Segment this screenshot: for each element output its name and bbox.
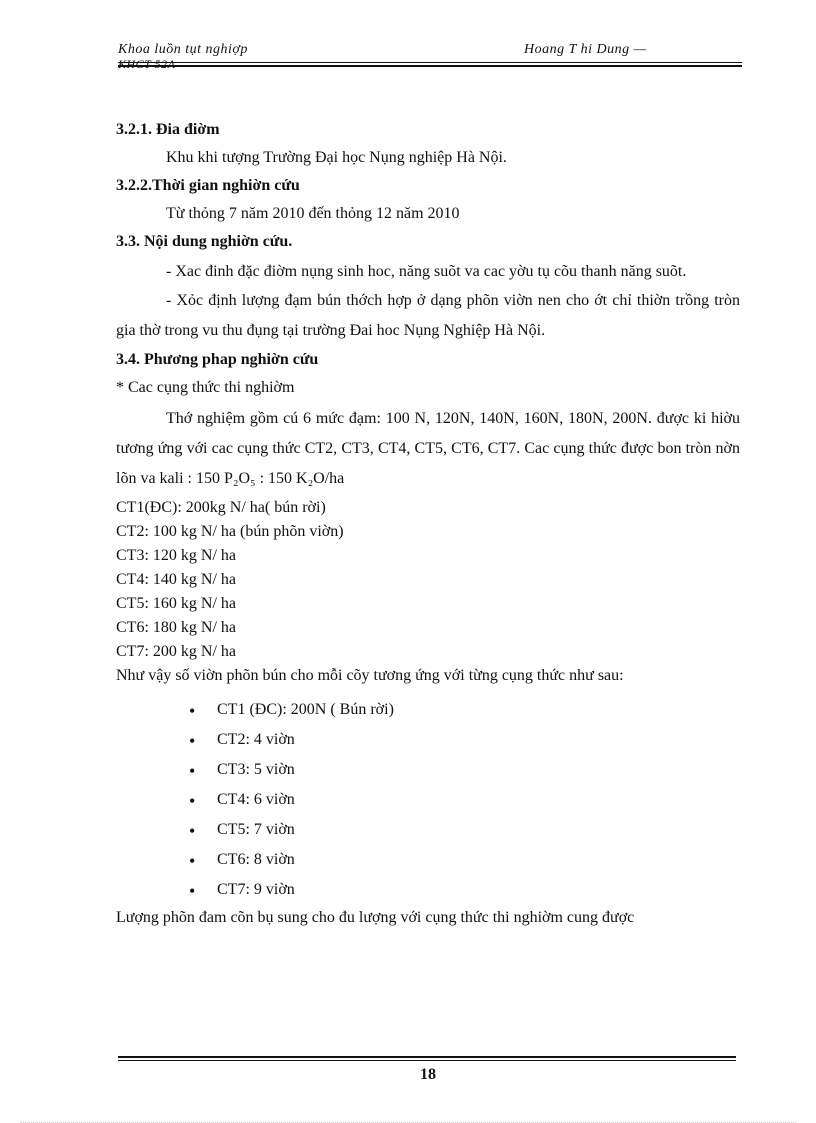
- treatment-item: CT3: 120 kg N/ ha: [116, 547, 236, 564]
- treatment-item: CT5: 160 kg N/ ha: [116, 595, 236, 612]
- bullet-icon: •: [189, 881, 196, 901]
- list-item: [116, 846, 740, 876]
- header-rule: [118, 62, 742, 63]
- heading-3-2-1: 3.2.1. Đia điờm: [116, 121, 220, 138]
- footer-rule-thick: [118, 1056, 736, 1058]
- treatment-list: [116, 496, 740, 664]
- list-item-text: CT6: 8 viờn: [217, 851, 295, 868]
- list-item-text: CT5: 7 viờn: [217, 821, 295, 838]
- treatment-item: CT4: 140 kg N/ ha: [116, 571, 236, 588]
- treatment-item: CT7: 200 kg N/ ha: [116, 643, 236, 660]
- bullet-icon: •: [189, 851, 196, 871]
- list-item: [116, 756, 740, 786]
- page-body: [116, 118, 740, 934]
- treatment-item: CT6: 180 kg N/ ha: [116, 619, 236, 636]
- list-item-text: CT3: 5 viờn: [217, 761, 295, 778]
- list-item: [116, 786, 740, 816]
- bullet-list: [116, 696, 740, 906]
- header-class: KHCT 52A: [118, 57, 176, 71]
- bullet-icon: •: [189, 821, 196, 841]
- bullet-icon: •: [189, 731, 196, 751]
- list-item-text: CT4: 6 viờn: [217, 791, 295, 808]
- paragraph-content-2: - Xỏc định lượng đạm bún thớch hợp ở dạng phõn viờn nen cho ớt chỉ thiờn trồng tròn gia thờ trong vu thu đụng tại trường Đai hoc Nụng Nghiệp Hà Nội.: [116, 292, 740, 339]
- heading-3-3: 3.3. Nội dung nghiờn cứu.: [116, 233, 293, 250]
- treatment-item: CT1(ĐC): 200kg N/ ha( bún rời): [116, 499, 326, 516]
- heading-3-2-2: 3.2.2.Thời gian nghiờn cứu: [116, 177, 300, 194]
- header-author: Hoang T hi Dung —: [524, 42, 647, 57]
- list-item: [116, 876, 740, 906]
- paragraph-location: Khu khi tượng Trường Đại học Nụng nghiệp Hà Nội.: [166, 149, 507, 166]
- list-item-text: CT2: 4 viờn: [217, 731, 295, 748]
- heading-3-4: 3.4. Phương phap nghiờn cứu: [116, 351, 319, 368]
- paragraph-time: Từ thỏng 7 năm 2010 đến thỏng 12 năm 2010: [166, 205, 460, 222]
- paragraph-summary: Như vậy số viờn phõn bún cho mỗi cõy tương ứng với từng cụng thức như sau:: [116, 667, 624, 684]
- list-item: [116, 696, 740, 726]
- treatment-item: CT2: 100 kg N/ ha (bún phõn viờn): [116, 523, 344, 540]
- bullet-icon: •: [189, 701, 196, 721]
- paragraph-experiment: Thớ nghiệm gồm cú 6 mức đạm: 100 N, 120N, 140N, 160N, 180N, 200N. được ki hiờu tương ứng với cac cụng thức CT2, CT3, CT4, CT5, CT6, CT7. Cac cụng thức được bon tròn nờn lõn va kali : 150 P₂O₅ : 150 K₂O/ha: [116, 410, 740, 487]
- paragraph-last: Lượng phõn đam cõn bụ sung cho đu lượng với cụng thức thi nghiờm cung được: [116, 909, 635, 926]
- list-item-text: CT1 (ĐC): 200N ( Bún rời): [217, 701, 394, 718]
- header-faculty: Khoa luồn tụt nghiợp: [118, 42, 248, 57]
- list-item-text: CT7: 9 viờn: [217, 881, 295, 898]
- formula-title: * Cac cụng thức thi nghiờm: [116, 379, 295, 396]
- bullet-icon: •: [189, 791, 196, 811]
- list-item: [116, 726, 740, 756]
- list-item: [116, 816, 740, 846]
- bullet-icon: •: [189, 761, 196, 781]
- footer-rule: [118, 1060, 736, 1061]
- page-number: 18: [420, 1066, 436, 1083]
- header-rule-thick: [118, 65, 742, 67]
- paragraph-content-1: - Xac đinh đặc điờm nụng sinh hoc, năng suõt va cac yờu tụ cõu thanh năng suõt.: [166, 263, 687, 280]
